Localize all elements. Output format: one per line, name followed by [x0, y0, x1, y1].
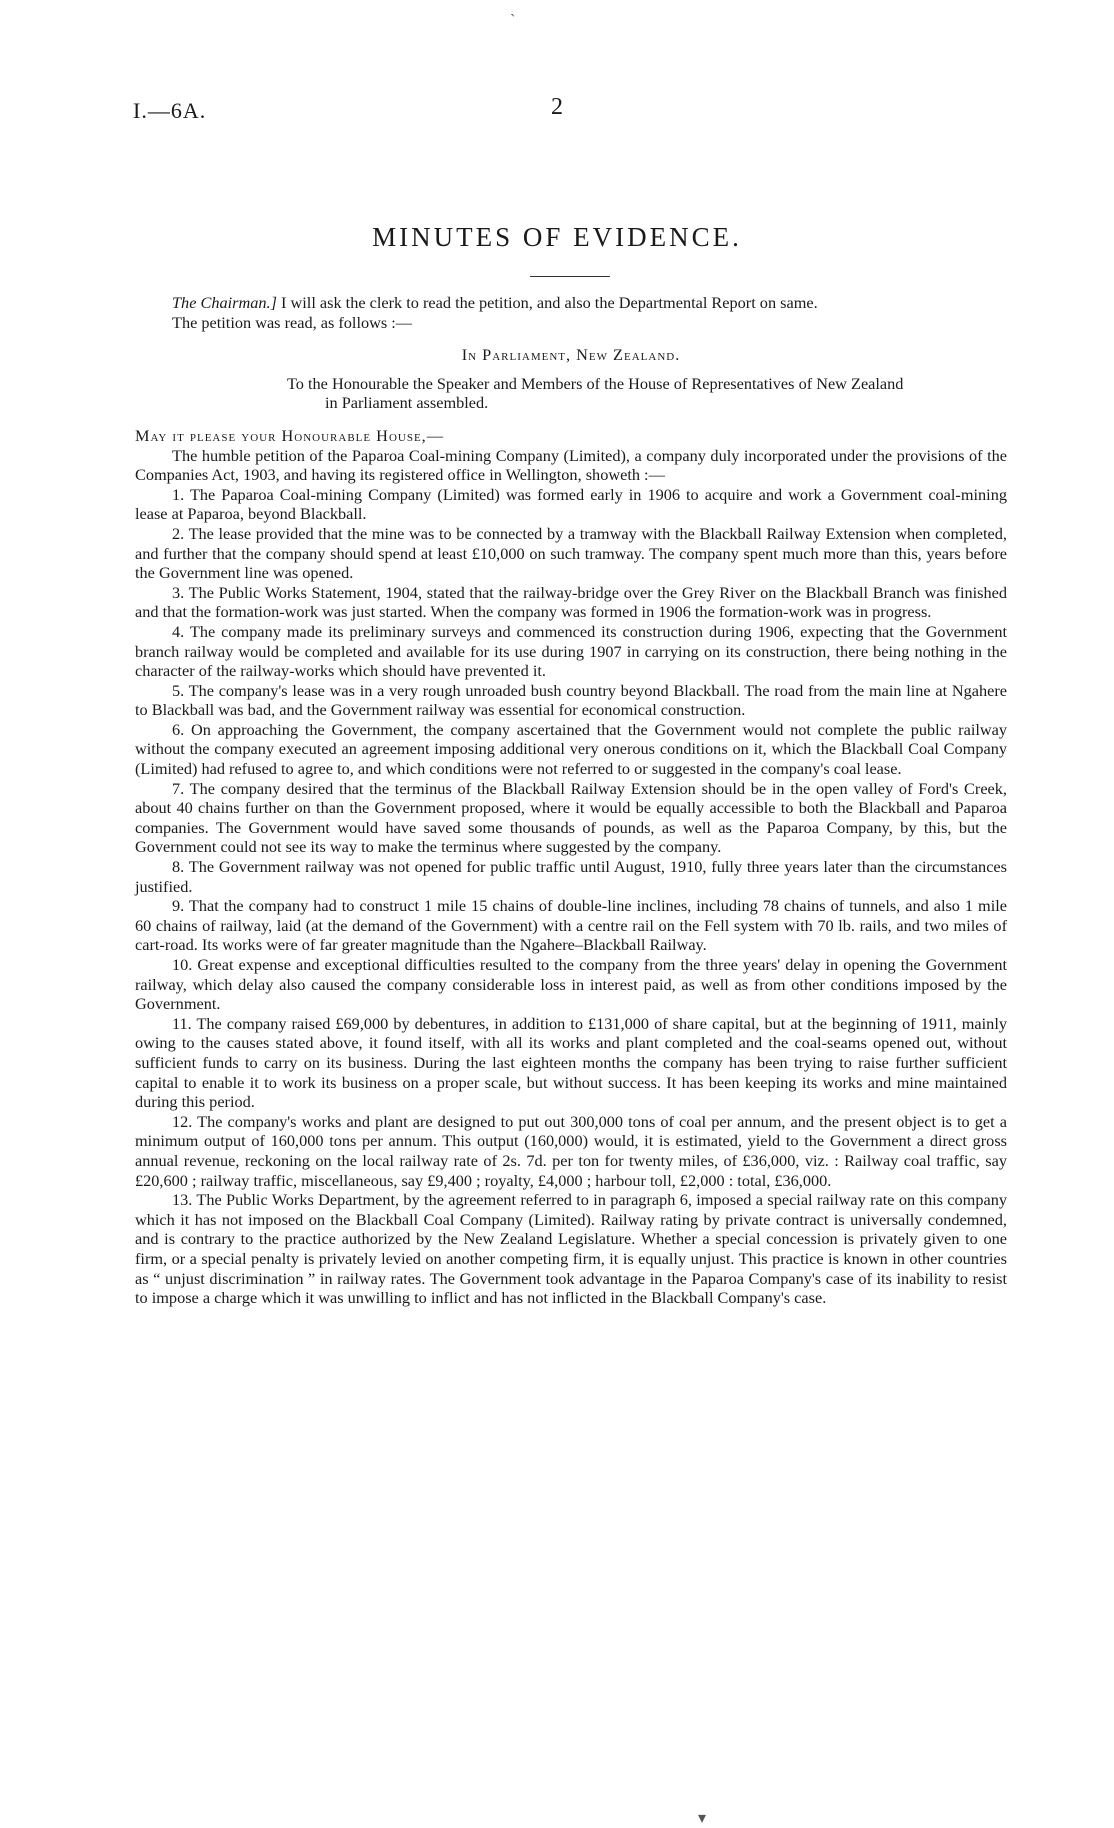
petition-read-line: The petition was read, as follows :— — [172, 312, 413, 332]
page-header — [0, 94, 1114, 128]
petition-preamble: The humble petition of the Paparoa Coal-mining Company (Limited), a company duly incorporated under the provisions of the Companies Act, 1903, and having its registered office in Wellington, showeth :— — [135, 445, 1007, 485]
petition-paragraph: 9. That the company had to construct 1 mile 15 chains of double-line inclines, including 78 chains of tunnels, and also 1 mile 60 chains of railway, laid (at the demand of the Government) with a centre rail on the Fell system with 70 lb. rails, and two miles of cart-road. Its works were of far greater magnitude than the Ngahere–Blackball Railway. — [135, 896, 1007, 955]
petition-paragraph: 2. The lease provided that the mine was to be connected by a tramway with the Blackball Railway Extension when completed, and further that the company should spend at least £10,000 on such tramway. The company spent much more than this, years before the Government line was opened. — [135, 523, 1007, 583]
page-title: MINUTES OF EVIDENCE. — [372, 222, 742, 252]
petition-paragraph: 3. The Public Works Statement, 1904, stated that the railway-bridge over the Grey River on the Blackball Branch was finished and that the formation-work was just started. When the company was formed in 1906 the formation-work was in progress. — [135, 582, 1007, 622]
address-line-1: To the Honourable the Speaker and Members of the House of Representatives of New Zealand — [287, 373, 904, 393]
petition-paragraph: 7. The company desired that the terminus of the Blackball Railway Extension should be in the open valley of Ford's Creek, about 40 chains further on than the Government proposed, where it would be equally accessible to both the Blackball and Paparoa companies. The Government would have saved some thousands of pounds, as well as the Paparoa Company, by this, but the Government could not see its way to make the terminus where suggested by the company. — [135, 778, 1007, 857]
petition-address — [135, 374, 1007, 413]
speaker-text: I will ask the clerk to read the petition, and also the Departmental Report on same. — [276, 293, 818, 312]
scan-mark: ˋ — [510, 12, 516, 29]
page-reference: I.—6A. — [133, 98, 207, 123]
title-divider — [530, 276, 610, 277]
petition-paragraph: 1. The Paparoa Coal-mining Company (Limited) was formed early in 1906 to acquire and work a Government coal-mining lease at Paparoa, beyond Blackball. — [135, 484, 1007, 524]
speaker-name: The Chairman.] — [172, 293, 277, 312]
petition-paragraph: 4. The company made its preliminary surveys and commenced its construction during 1906, expecting that the Government branch railway would be completed and available for its use during 1907 in carrying on its construction, there being nothing in the character of the railway-works which should have prevented it. — [135, 621, 1007, 681]
petition-paragraph: 12. The company's works and plant are designed to put out 300,000 tons of coal per annum, and the present object is to get a minimum output of 160,000 tons per annum. This output (160,000) would, it is estimated, yield to the Government a direct gross annual revenue, reckoning on the local railway rate of 2s. 7d. per ton for twenty miles, of £36,000, viz. : Railway coal traffic, say £20,600 ; railway traffic, miscellaneous, say £9,400 ; royalty, £4,000 ; harbour toll, £2,000 : total, £36,000. — [135, 1111, 1007, 1190]
scan-mark: ▾ — [698, 1810, 707, 1827]
petition-paragraph: 8. The Government railway was not opened for public traffic until August, 1910, fully three years later than the circumstances justified. — [135, 857, 1007, 896]
petition-paragraph: 10. Great expense and exceptional difficulties resulted to the company from the three years' delay in opening the Government railway, which delay also caused the company considerable loss in interest paid, as well as from other conditions imposed by the Government. — [135, 955, 1007, 1014]
address-line-2: in Parliament assembled. — [325, 393, 489, 413]
petition-paragraph: 6. On approaching the Government, the company ascertained that the Government would not complete the public railway without the company executed an agreement imposing additional very onerous conditions on it, which the Blackball Coal Company (Limited) had refused to agree to, and which conditions were not referred to or suggested in the company's coal lease. — [135, 719, 1007, 779]
document-body — [135, 293, 1007, 1308]
petition-paragraph: 13. The Public Works Department, by the agreement referred to in paragraph 6, imposed a special railway rate on this company which it has not imposed on the Blackball Coal Company (Limited). Railway rating by private contract is universally condemned, and is contrary to the practice authorized by the New Zealand Legislature. Whether a special concession is privately given to one firm, or a special penalty is privately levied on another competing firm, it is equally unjust. This practice is known in other countries as “ unjust discrimination ” in railway rates. The Government took advantage in the Paparoa Company's case of its inability to resist to impose a charge which it was unwilling to inflict and has not inflicted in the Blackball Company's case. — [135, 1190, 1007, 1308]
chairman-statement — [135, 293, 1007, 313]
petition-paragraph: 11. The company raised £69,000 by debentures, in addition to £131,000 of share capital, but at the beginning of 1911, mainly owing to the causes stated above, it found itself, with all its works and plant completed and the coal-seams opened out, without sufficient funds to carry on its business. During the last eighteen months the company has been trying to raise further sufficient capital to enable it to work its business on a proper scale, but without success. It has been keeping its works and mine maintained during this period. — [135, 1013, 1007, 1112]
petition-heading: In Parliament, New Zealand. — [461, 345, 681, 365]
petition-salutation: May it please your Honourable House,— — [135, 425, 445, 445]
page-number: 2 — [551, 94, 563, 120]
petition-paragraph: 5. The company's lease was in a very rough unroaded bush country beyond Blackball. The road from the main line at Ngahere to Blackball was bad, and the Government railway was essential for economical construction. — [135, 680, 1007, 720]
